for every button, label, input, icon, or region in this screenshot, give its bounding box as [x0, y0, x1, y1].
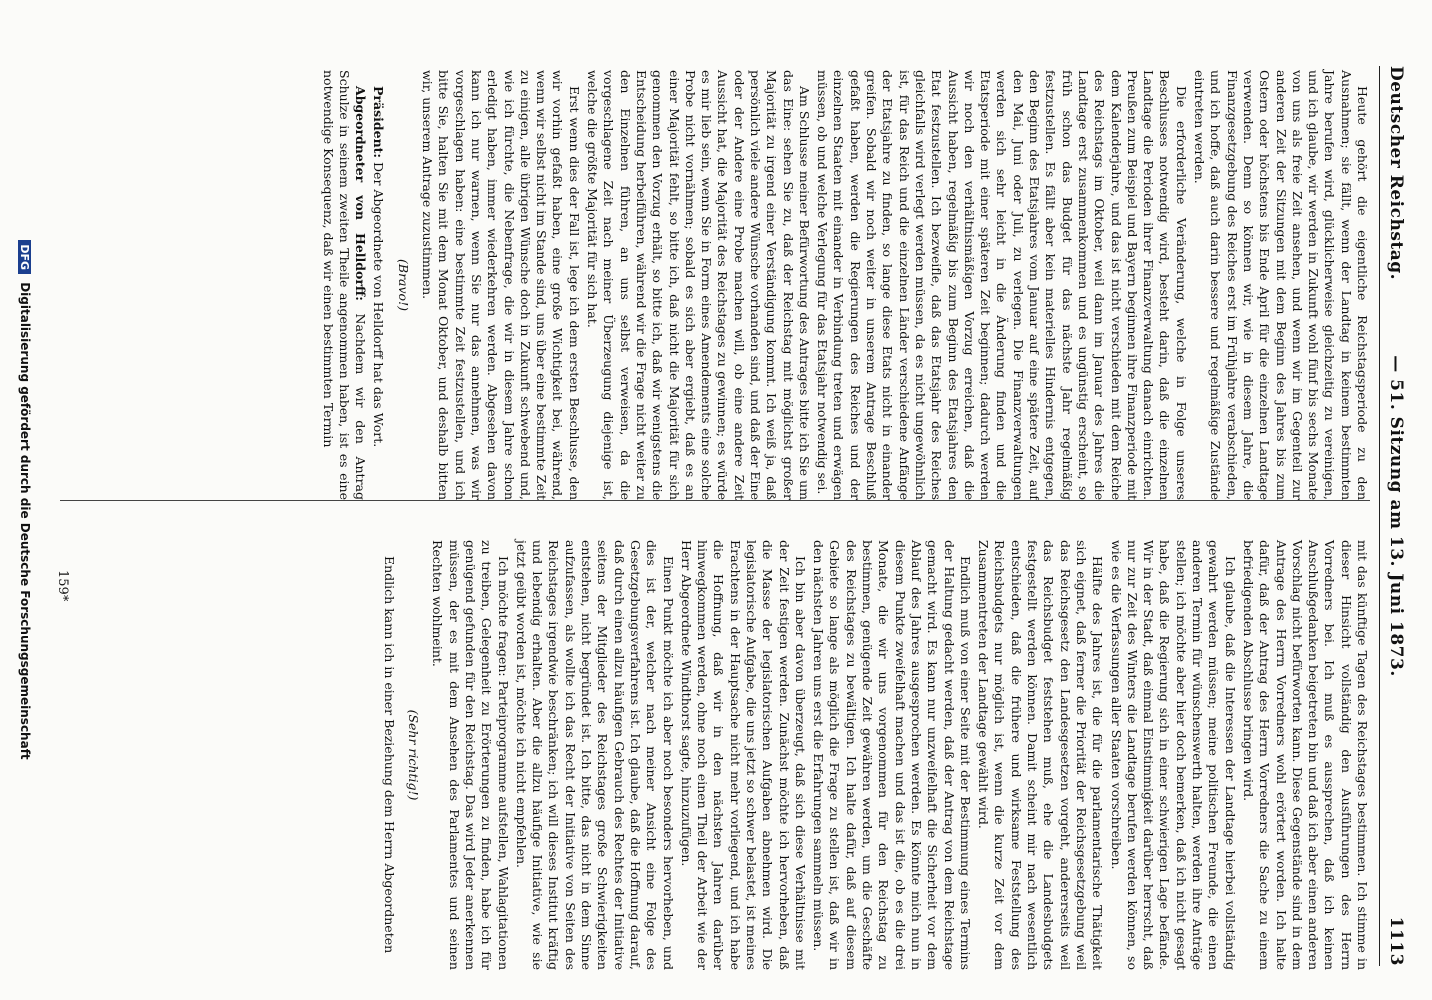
speaker-label: Abgeordneter von Helldorff: [353, 86, 369, 301]
paragraph: Ich bin aber davon überzeugt, daß sich diese Verhältnisse mit der Zeit festigen werden. Zunächst möchte ich hervorheben, daß die Masse der legislatorischen Aufgaben abnehmen wird. Die legislatorische Aufgabe, die uns jetzt so schwer belastet, ist meines Erachtens in der Hauptsache nicht mehr vorliegend, und ich habe die Hoffnung, daß wir in den nächsten Jahren darüber hinwegkommen werden, ohne noch einen Theil der Arbeit wie der Herr Abgeordnete Windthorst sagte, hinzuzufügen. [678, 540, 808, 970]
credit-text: Digitalisierung gefördert durch die Deutsche Forschungsgemeinschaft [18, 282, 32, 760]
digitization-credit [18, 0, 32, 1000]
speaker-label: Präsident: [371, 86, 387, 159]
paragraph: Erst wenn dies der Fall ist, lege ich dem ersten Beschlusse, den wir vorhin gefaßt haben, eine große Wichtigkeit bei, während, wenn wir selbst nicht im Stande sind, uns über eine bestimmte Zeit zu einigen, alle übrigen Wünsche doch in Zukunft schwebend und, wie ich fürchte, die Nebenfrage, die wir in diesem Jahre schon erledigt haben, immer wiederkehren werden. Abgesehen davon kann ich nur warnen, wenn Sie nur das annehmen, was wir vorgeschlagen haben: eine bestimmte Zeit festzustellen, und ich bitte Sie, halten Sie mit dem Monat Oktober, und deshalb bitten wir, unserem Antrage zuzustimmen. [420, 70, 582, 500]
statement-text: Der Abgeordnete von Helldorff hat das Wort. [371, 162, 387, 448]
dfg-logo-icon: DFG [18, 240, 31, 274]
header-session: — 51. Sitzung am 13. Juni 1873. [1386, 355, 1406, 677]
page-header [1379, 66, 1410, 966]
member-statement [319, 70, 368, 500]
paragraph: Hälfte des Jahres ist, die für die parlamentarische Thätigkeit sich eignet, daß ferner die Priorität der Reichsgesetzgebung weil das Reichsgesetz den Landesgesetzen vorgeht, andererseits weil das Reichsbudget feststehen muß, ehe die Landesbudgets festgestellt werden können. Damit scheint mir nach wesentlich entschieden, daß die frühere und wirksame Feststellung des Reichsbudgets nur möglich ist, wenn die kurze Zeit vor dem Zusammentreten der Landtage gewählt wird. [976, 540, 1106, 970]
signature-mark: 159* [55, 570, 70, 602]
applause-note: (Bravo!) [395, 259, 411, 311]
paragraph: Endlich kann ich in einer Beziehung dem Herrn Abgeordneten [381, 556, 397, 954]
statement-text: Nachdem wir den Antrag Schulze in seinem zweiten Theile angenommen haben, ist es eine notwendige Konsequenz, daß wir einen bestimmten Termin [320, 70, 369, 500]
page-number: 1113 [1386, 916, 1406, 966]
paragraph: Am Schlusse meiner Befürwortung des Antrages bitte ich Sie um das Eine: sehen Sie zu, daß der Reichstag mit möglichst großer Majorität zu irgend einer Verständigung kommt. Ich weiß ja, daß persönlich viele andere Wünsche vorhanden sind, und daß der Eine oder der Andere eine Probe machen will, ob eine andere Zeit Aussicht hat, die Majorität des Reichstages zu gewinnen; es würde es mir lieb sein, wenn Sie in Form eines Amendements eine solche Probe nicht vornähmen; sobald es sich aber ergiebt, daß es an einer Majorität fehlt, so bitte ich, daß nicht die Majorität für sich genommen den Vorzug erhält, so bitte ich, daß wir wenigstens die Entscheidung herbeiführen, während wir die Frage nicht weiter zu den Einzelnen führen, an uns selbst verweisen, da die vorgeschlagene Zeit nach meiner Überzeugung diejenige ist, welche die größte Majorität für sich hat. [585, 70, 812, 500]
paragraph: Endlich muß von einer Seite mit der Bestimmung eines Termins der Haltung gedacht werden, daß der Antrag von dem Reichstage gemacht wird. Es kann nur unzweifelhaft die Sicherheit vor dem Ablauf des Jahres ausgesprochen werden. Es könnte mich nun in diesem Punkte zweifelhaft machen und das ist die, ob es die drei Monate, die wir uns vorgenommen für den Reichstag zu bestimmen, genügende Zeit gewähren werden, um die Geschäfte des Reichstages zu bewältigen. Ich halte dafür, daß auf diesem Gebiete so lange als möglich die Frage zu stellen ist, daß wir in den nächsten Jahren uns erst die Erfahrungen sammeln müssen. [811, 540, 973, 970]
paragraph: mit das künftige Tagen des Reichstages bestimmen. Ich stimme in dieser Hinsicht vollständig den Ausführungen des Herrn Vorredners bei. Ich muß es aussprechen, daß ich keinen Anschlußgedanken beigetreten bin und daß ich aber einen anderen Vorschlag nicht befürworten kann. Diese Gegenstände sind in dem Antrage des Herrn Vorredners wohl erörtert worden. Ich halte dafür, daß der Antrag des Herrn Vorredners die Sache zu einem befriedigenden Abschlusse bringen wird. [1240, 540, 1370, 970]
column-divider [60, 500, 1370, 501]
paragraph: Ich glaube, daß die Interessen der Landtage hierbei vollständig gewahrt werden müssen; meine politischen Freunde, die einen anderen Termin für wünschenswerth halten, werden ihre Anträge stellen; ich möchte aber hier doch bemerken, daß ich nicht gesagt habe, daß die Regierung sich in einer schwierigen Lage befände. Wir in der Stadt, daß einmal Einstimmigkeit darüber herrscht, daß nur zur Zeit des Winters die Landtage berufen werden können, so wie es die Verfassungen aller Staaten vorschreiben. [1108, 540, 1238, 970]
right-column [378, 540, 1370, 970]
header-title: Deutscher Reichstag. [1386, 66, 1406, 281]
applause-note: (Sehr richtig!) [406, 709, 422, 801]
paragraph: Die erforderliche Veränderung, welche in Folge unseres Beschlusses notwendig wird, besteht darin, daß die einzelnen Landtage die Perioden ihrer Finanzverwaltung danach einrichten. Preußen zum Beispiel und Bayern beginnen ihre Finanzperiode mit dem Kalenderjahre, und das ist nicht verschieden mit dem Reiche des Reichstags im Oktober, weil dann im Januar des Jahres die Landtage erst zusammenkommen und es ungünstig erscheint, so früh schon das Budget für das nächste Jahr regelmäßig festzustellen. Es fällt aber kein materielles Hindernis entgegen, den Beginn des Etatsjahres vom Januar auf eine spätere Zeit, auf den Mai, Juni oder Juli, zu verlegen. Die Finanzverwaltungen werden sich sehr leicht in die Änderung finden und die Etatsperiode mit einer späteren Zeit beginnen; dadurch werden wir noch den verhältnismäßigen Vorzug erreichen, daß die Aussicht haben, regelmäßig bis zum Beginn des Etatsjahres den Etat festzustellen. Ich bezweifle, daß das Etatsjahr des Reiches gleichfalls wird verlegt werden müssen, da es nicht ungewöhnlich ist, für das Reich und die einzelnen Länder verschiedene Anfänge der Etatsjahre zu finden, so lange diese Etats nicht in einander greifen. Sobald wir noch weiter in unserem Antrage Beschluß gefaßt haben, werden die Regierungen des Reiches und der einzelnen Staaten mit einander in Verbindung treten und erwägen müssen, ob und welche Verlegung für das Etatsjahr notwendig sei. [815, 70, 1189, 500]
president-statement [370, 70, 386, 500]
paragraph: Heute gehört die eigentliche Reichstagsperiode zu den Ausnahmen; sie fällt, wenn der Landtag in keinem bestimmten Jahre berufen wird, glücklicherweise gleichzeitig zu vereinigen, und ich glaube, wir werden in Zukunft wohl fünf bis sechs Monate von uns als freie Zeit ansehen, und wenn wir im Gegenteil zur anderen Zeit der Sitzungen mit dem Beginn des Jahres bis zum Ostern oder höchstens bis Ende April für die einzelnen Landtage verwenden. Denn so können wir, wie in diesem Jahre, die Finanzgesetzgebung des Reiches erst im Frühjahre verabschieden, und ich hoffe, daß auch darin bessere und regelmäßige Zustände eintreten werden. [1192, 70, 1370, 500]
paragraph: Ich möchte fragen: Parteiprogramme aufstellen, Wahlagitationen zu treiben, Gelegenheit zu Erörterungen zu finden, habe ich für genügend gefunden für den Reichstag. Das wird Jeder anerkennen müssen, der es mit dem Ansehen des Parlamentes und seinen Rechten wohlmeint. [430, 540, 511, 970]
paragraph: Einen Punkt möchte ich aber noch besonders hervorheben, und dies ist der, welcher nach meiner Ansicht eine Folge des Gesetzgebungsverfahrens ist. Ich glaube, daß die Hoffnung darauf, daß durch einen allzu häufigen Gebrauch des Rechtes der Initiative seitens der Mitglieder des Reichstages große Schwierigkeiten entstehen, nicht begründet ist. Ich bitte, das nicht in dem Sinne aufzufassen, als wollte ich das Recht der Initiative von Seiten des Reichstages irgendwie beschränken; ich will dieses Institut kräftig und lebendig erhalten. Aber die allzu häufige Initiative, wie sie jetzt geübt worden ist, möchte ich nicht empfehlen. [513, 540, 676, 970]
left-column [317, 70, 1370, 500]
